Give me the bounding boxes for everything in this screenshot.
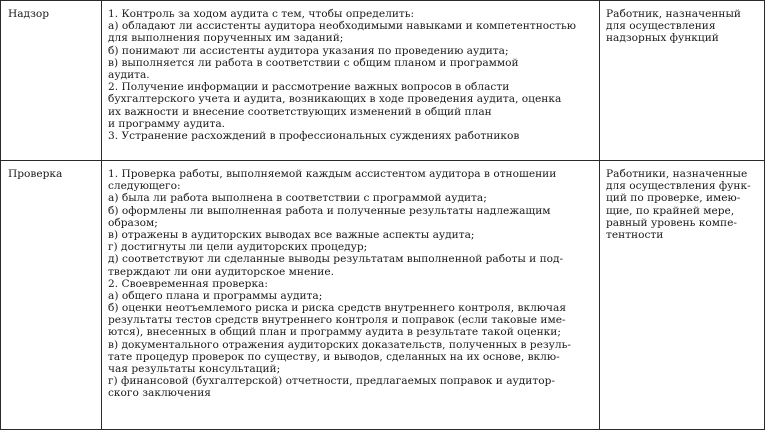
responsible-cell	[606, 168, 762, 241]
description-cell	[108, 168, 594, 400]
description-line: д) соответствуют ли сделанные выводы результатам выполненной работы и под-	[108, 253, 564, 266]
description-line: в) документального отражения аудиторских доказательств, полученных в резуль-	[108, 338, 571, 351]
column-divider	[599, 161, 600, 430]
responsible-line: для осуществления функ-	[606, 180, 751, 193]
responsible-line: тентности	[606, 228, 664, 241]
description-line: ского заключения	[108, 387, 211, 400]
description-line: следующего:	[108, 180, 181, 193]
description-line: результаты тестов средств внутреннего контроля и поправок (если таковые име-	[108, 314, 566, 327]
responsible-line: щие, по крайней мере,	[606, 204, 735, 217]
description-line: а) обладают ли ассистенты аудитора необходимыми навыками и компетентностью	[108, 20, 576, 33]
responsible-line: равный уровень компе-	[606, 216, 737, 229]
description-line: б) оценки неотъемлемого риска и риска средств внутреннего контроля, включая	[108, 302, 567, 315]
description-line: 2. Получение информации и рассмотрение важных вопросов в области	[108, 81, 510, 94]
responsible-line: надзорных функций	[606, 32, 719, 45]
table-row-review	[1, 161, 764, 430]
responsible-line: для осуществления	[606, 20, 716, 33]
description-line: 3. Устранение расхождений в профессиональных суждениях работников	[108, 129, 520, 142]
description-line: тверждают ли они аудиторское мнение.	[108, 265, 334, 278]
description-line: 2. Своевременная проверка:	[108, 277, 268, 290]
description-line: а) была ли работа выполнена в соответствии с программой аудита;	[108, 192, 487, 205]
description-line: и программу аудита.	[108, 117, 226, 130]
table-row-supervision	[1, 1, 764, 161]
description-line: а) общего плана и программы аудита;	[108, 289, 323, 302]
stage-cell	[8, 168, 98, 180]
description-line: 1. Контроль за ходом аудита с тем, чтобы определить:	[108, 8, 415, 20]
description-line: для выполнения порученных им заданий;	[108, 32, 344, 45]
column-divider	[599, 1, 600, 160]
description-line: г) финансовой (бухгалтерской) отчетности, предлагаемых поправок и аудитор-	[108, 375, 555, 388]
description-line: аудита.	[108, 68, 150, 81]
description-line: ются), внесенных в общий план и программу аудита в результате такой оценки;	[108, 326, 561, 339]
responsible-cell	[606, 8, 762, 45]
description-line: в) отражены в аудиторских выводах все важные аспекты аудита;	[108, 228, 475, 241]
stage-cell	[8, 8, 98, 20]
responsible-line: Работник, назначенный	[606, 8, 741, 20]
description-cell	[108, 8, 594, 142]
description-line: их важности и внесение соответствующих изменений в общий план	[108, 105, 492, 118]
description-line: г) достигнуты ли цели аудиторских процедур;	[108, 241, 368, 254]
description-line: б) оформлены ли выполненная работа и полученные результаты надлежащим	[108, 204, 551, 217]
description-line: бухгалтерского учета и аудита, возникающих в ходе проведения аудита, оценка	[108, 93, 562, 106]
description-line: образом;	[108, 216, 158, 229]
description-line: в) выполняется ли работа в соответствии с общим планом и программой	[108, 56, 519, 69]
responsible-line: ций по проверке, имею-	[606, 192, 741, 205]
description-line: 1. Проверка работы, выполняемой каждым ассистентом аудитора в отношении	[108, 168, 557, 180]
description-line: чая результаты консультаций;	[108, 363, 281, 375]
column-divider	[101, 161, 102, 430]
description-line: б) понимают ли ассистенты аудитора указания по проведению аудита;	[108, 44, 509, 57]
column-divider	[101, 1, 102, 160]
description-line: тате процедур проверок по существу, и выводов, сделанных на их основе, вклю-	[108, 350, 560, 363]
responsible-line: Работники, назначенные	[606, 168, 748, 180]
stage-label: Надзор	[8, 8, 50, 20]
stage-label: Проверка	[8, 168, 63, 180]
